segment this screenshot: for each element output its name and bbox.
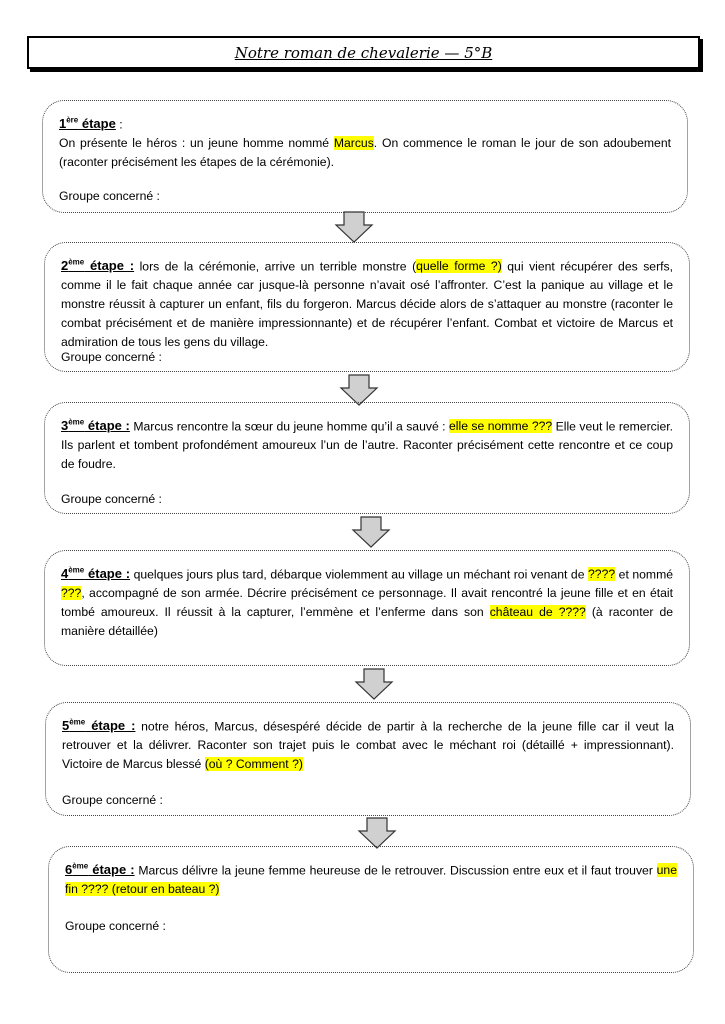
step-ordinal: ère <box>66 116 79 125</box>
step-text-segment: Marcus rencontre la sœur du jeune homme qu’il a sauvé : <box>129 419 450 434</box>
step-heading <box>59 116 116 131</box>
step-separator: : <box>115 117 123 132</box>
highlighted-question: elle se nomme ??? <box>449 419 553 434</box>
step-ordinal: ème <box>72 862 89 871</box>
group-label-3: Groupe concerné : <box>61 492 162 506</box>
step-text-segment: Marcus délivre la jeune femme heureuse de le retrouver. Discussion entre eux et il faut trouver <box>134 863 657 878</box>
step-heading <box>61 566 130 581</box>
step-box-6 <box>48 846 694 973</box>
step-box-2 <box>44 242 690 372</box>
step-text-segment: lors de la cérémonie, arrive un terrible monstre ( <box>134 259 417 274</box>
step-number: 2 <box>61 258 69 274</box>
highlighted-question: ???? <box>588 567 616 582</box>
highlighted-question: Marcus <box>333 136 374 151</box>
step-text-5 <box>62 713 674 774</box>
step-text-segment: notre héros, Marcus, désespéré décide de partir à la recherche de la jeune fille car il veut la retrouver et la délivrer. Raconter son trajet puis le combat avec le méchant roi (détaillé + impressionnant). Victoire de Marcus blessé <box>62 719 674 772</box>
step-text-3 <box>61 413 673 474</box>
group-label-5: Groupe concerné : <box>62 793 163 807</box>
step-ordinal: ème <box>68 566 85 575</box>
step-number: 3 <box>61 418 69 434</box>
step-number: 4 <box>61 566 69 582</box>
step-text-segment: (à raconter de manière détaillée) <box>61 605 674 639</box>
step-text-6 <box>65 857 677 899</box>
step-text-segment: , accompagné de son armée. Décrire précisément ce personnage. Il avait rencontré la jeune fille et en était tombé amoureux. Il réussit à la capturer, l’emmène et l’enferme dans son <box>61 586 673 620</box>
step-word: étape : <box>84 258 135 274</box>
step-number: 6 <box>65 862 73 878</box>
step-heading <box>65 862 135 877</box>
step-heading <box>61 258 134 273</box>
step-heading <box>61 418 130 433</box>
step-word: étape <box>78 116 116 132</box>
highlighted-question: une fin ???? (retour en bateau ?) <box>65 863 677 897</box>
arrow-down-icon <box>354 668 394 700</box>
step-box-1 <box>42 100 688 213</box>
highlighted-question: (où ? Comment ?) <box>204 757 303 772</box>
step-number: 1 <box>59 116 67 132</box>
page-title: Notre roman de chevalerie — 5°B <box>234 43 493 62</box>
step-ordinal: ème <box>68 258 85 267</box>
step-heading <box>62 718 135 733</box>
arrow-down-icon <box>357 817 397 849</box>
highlighted-question: château de ???? <box>489 605 586 620</box>
step-word: étape : <box>84 418 130 434</box>
step-word: étape : <box>88 862 135 878</box>
highlighted-question: quelle forme ?) <box>416 259 502 274</box>
step-text-segment: qui vient récupérer des serfs, comme il le fait chaque année car jusque-là personne n’avait osé l’affronter. C’est la panique au village et le monstre réussit à capturer un enfant, fils du forgeron. Marcus décide alors de s’attaquer au monstre (raconter le combat précisément et de manière impressionnante) et de récupérer l’enfant. Combat et victoire de Marcus et admiration de tous les gens du village. <box>61 259 674 350</box>
arrow-down-icon <box>334 211 374 243</box>
step-text-segment: quelques jours plus tard, débarque violemment au village un méchant roi venant de <box>130 567 589 582</box>
step-text-segment: et nommé <box>615 567 674 582</box>
highlighted-question: ??? <box>61 586 82 601</box>
group-label-2: Groupe concerné : <box>61 350 162 364</box>
step-word: étape : <box>85 718 136 734</box>
step-box-3 <box>44 402 690 514</box>
step-text-1 <box>59 111 671 172</box>
title-box <box>27 36 700 69</box>
step-text-2 <box>61 253 673 352</box>
step-text-segment: On présente le héros : un jeune homme nommé <box>59 136 334 151</box>
step-text-segment: Elle veut le remercier. Ils parlent et tombent profondément amoureux l’un de l’autre. Raconter précisément cette rencontre et ce coup de foudre. <box>61 419 673 472</box>
step-number: 5 <box>62 718 70 734</box>
group-label-6: Groupe concerné : <box>65 919 166 933</box>
step-word: étape : <box>84 566 131 582</box>
step-box-5 <box>45 702 691 816</box>
arrow-down-icon <box>351 516 391 548</box>
step-ordinal: ème <box>68 418 85 427</box>
step-ordinal: ème <box>69 718 86 727</box>
group-label-1: Groupe concerné : <box>59 189 160 203</box>
step-text-segment: . On commence le roman le jour de son adoubement (raconter précisément les étapes de la cérémonie). <box>59 136 671 170</box>
step-text-4 <box>61 561 673 641</box>
step-box-4 <box>44 550 690 666</box>
